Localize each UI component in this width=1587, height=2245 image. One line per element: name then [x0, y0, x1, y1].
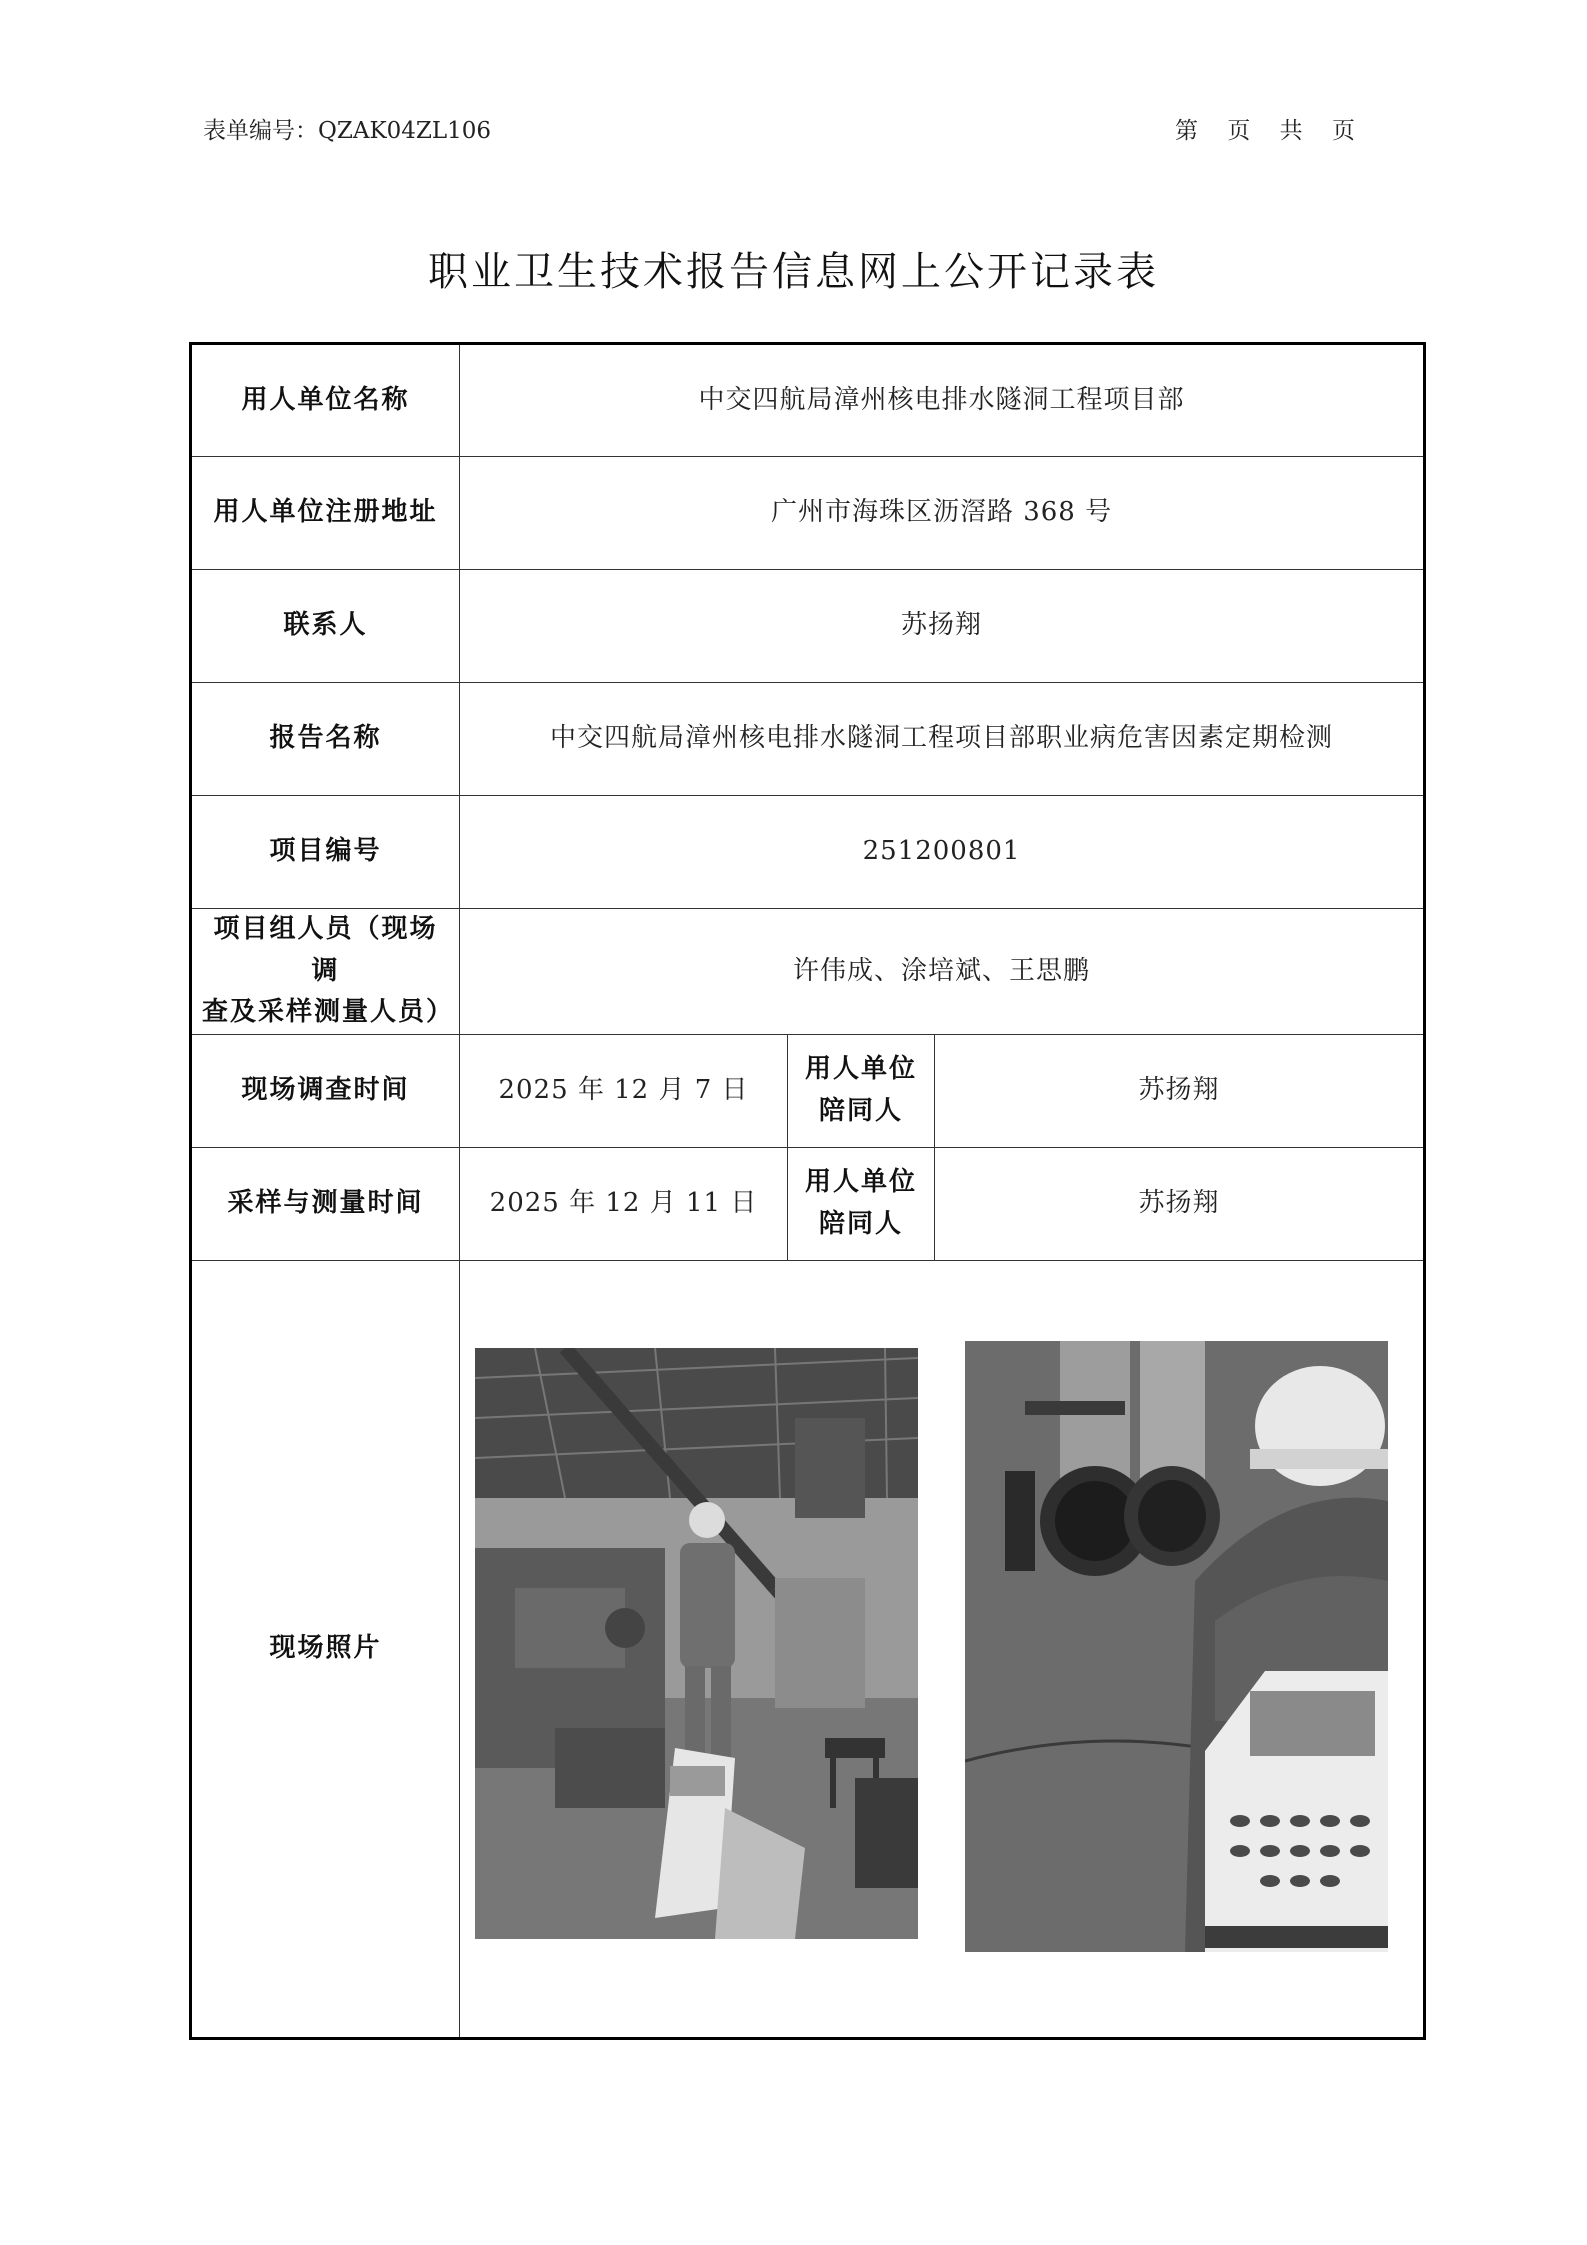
row-team	[191, 909, 1425, 1035]
form-number: 表单编号：QZAK04ZL106	[203, 118, 492, 144]
contact-label: 联系人	[191, 570, 460, 683]
survey-escort-value: 苏扬翔	[935, 1034, 1425, 1147]
row-project-no	[191, 796, 1425, 909]
page-title: 职业卫生技术报告信息网上公开记录表	[428, 249, 1159, 295]
survey-escort-label	[788, 1034, 935, 1147]
contact-value: 苏扬翔	[460, 570, 1425, 683]
project-no-value: 251200801	[460, 796, 1425, 909]
row-photos	[191, 1260, 1425, 2038]
sampling-escort-label	[788, 1147, 935, 1260]
report-name-value: 中交四航局漳州核电排水隧洞工程项目部职业病危害因素定期检测	[460, 683, 1425, 796]
row-sampling	[191, 1147, 1425, 1260]
team-value: 许伟成、涂培斌、王思鹏	[460, 909, 1425, 1035]
row-report-name	[191, 683, 1425, 796]
survey-escort-label-line1: 用人单位	[804, 1054, 917, 1085]
page-indicator	[1175, 112, 1355, 145]
photos-label: 现场照片	[191, 1260, 460, 2038]
sampling-escort-label-line1: 用人单位	[804, 1167, 917, 1198]
employer-name-value: 中交四航局漳州核电排水隧洞工程项目部	[460, 344, 1425, 457]
row-survey	[191, 1034, 1425, 1147]
employer-name-label: 用人单位名称	[191, 344, 460, 457]
page-char-gong: 共	[1279, 118, 1303, 144]
team-label-line1: 项目组人员（现场调	[213, 914, 438, 986]
sampling-escort-label-line2: 陪同人	[818, 1208, 903, 1239]
team-label	[191, 909, 460, 1035]
sampling-time-label: 采样与测量时间	[191, 1147, 460, 1260]
photo-area	[460, 1261, 1423, 2037]
site-photo-1	[475, 1348, 918, 1939]
row-employer-address	[191, 457, 1425, 570]
page-char-ye2: 页	[1331, 118, 1355, 144]
report-name-label: 报告名称	[191, 683, 460, 796]
row-contact	[191, 570, 1425, 683]
site-photo-2	[965, 1341, 1388, 1952]
team-label-line2: 查及采样测量人员）	[202, 997, 455, 1028]
record-table	[189, 342, 1426, 2040]
row-employer-name	[191, 344, 1425, 457]
survey-escort-label-line2: 陪同人	[818, 1095, 903, 1126]
survey-time-label: 现场调查时间	[191, 1034, 460, 1147]
sampling-date: 2025 年 12 月 11 日	[460, 1147, 788, 1260]
project-no-label: 项目编号	[191, 796, 460, 909]
survey-date: 2025 年 12 月 7 日	[460, 1034, 788, 1147]
employer-address-label: 用人单位注册地址	[191, 457, 460, 570]
sampling-escort-value: 苏扬翔	[935, 1147, 1425, 1260]
photos-cell	[460, 1260, 1425, 2038]
page-char-ye1: 页	[1227, 118, 1251, 144]
employer-address-value: 广州市海珠区沥滘路 368 号	[460, 457, 1425, 570]
page-char-di: 第	[1175, 118, 1198, 144]
